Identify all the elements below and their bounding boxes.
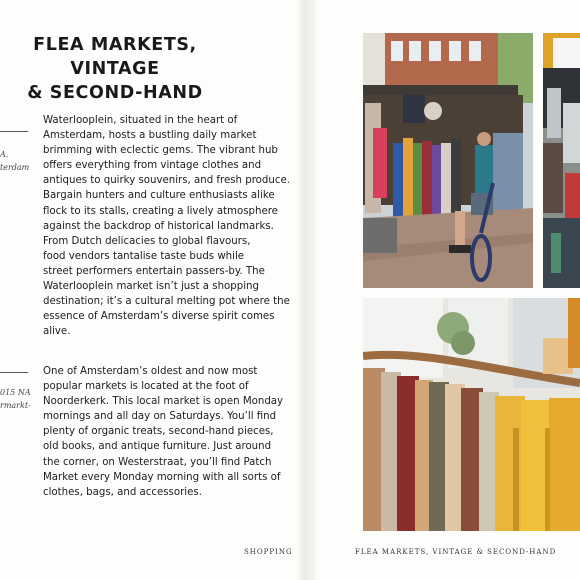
text-line: From Dutch delicacies to global flavours, xyxy=(43,235,251,247)
page-gutter xyxy=(296,0,316,580)
side-note-rule-top xyxy=(0,131,28,132)
text-line: Noorderkerk. This local market is open Monday xyxy=(43,396,284,408)
text-line: Waterlooplein, situated in the heart of xyxy=(43,115,238,126)
photo-caption-1: A. terdam xyxy=(0,150,30,172)
footer-section-label: SHOPPING xyxy=(244,548,293,556)
text-line: food vendors tantalise taste buds while xyxy=(43,250,245,262)
text-line: antiques to quirky souvenirs, and fresh produce. xyxy=(43,175,290,187)
text-line: essence of Amsterdam’s diverse spirit comes xyxy=(43,311,275,323)
text-line: Market every Monday morning with all sorts of xyxy=(43,471,281,483)
text-line: the corner, on Westerstraat, you’ll find Patch xyxy=(43,456,272,468)
text-line: against the backdrop of historical landmarks. xyxy=(43,220,274,232)
footer-chapter-label: FLEA MARKETS, VINTAGE & SECOND-HAND xyxy=(355,548,557,556)
text-line: popular markets is located at the foot of xyxy=(43,381,249,393)
text-line: destination; it’s a cultural melting pot where the xyxy=(43,296,290,308)
photo-caption-2: 015 NA rmarkt- xyxy=(0,388,31,410)
text-line: old books, and antique furniture. Just around xyxy=(43,441,272,453)
text-line: Waterlooplein market isn’t just a shopping xyxy=(43,281,259,293)
chapter-title-line-1: FLEA MARKETS, VINTAGE xyxy=(33,35,197,79)
body-paragraph-2 xyxy=(43,364,293,500)
text-line: Amsterdam, hosts a bustling daily market xyxy=(43,130,257,142)
vintage-clothes-rack-photo xyxy=(363,298,580,531)
chapter-title-line-2: & SECOND-HAND xyxy=(27,83,203,103)
text-line: flock to its stalls, creating a lively atmosphere xyxy=(43,205,278,217)
chapter-title xyxy=(0,33,230,105)
text-line: offers everything from vintage clothes and xyxy=(43,160,262,172)
text-line: street performers entertain passers-by. The xyxy=(43,265,265,277)
body-paragraph-1 xyxy=(43,113,293,339)
side-note-rule-bottom xyxy=(0,372,28,373)
text-line: One of Amsterdam’s oldest and now most xyxy=(43,366,258,377)
text-line: alive. xyxy=(43,326,71,338)
market-stall-photo xyxy=(363,33,533,288)
street-market-photo xyxy=(543,33,580,288)
text-line: clothes, bags, and accessories. xyxy=(43,486,202,498)
text-line: plenty of organic treats, second-hand pieces, xyxy=(43,426,274,438)
text-line: Bargain hunters and culture enthusiasts alike xyxy=(43,190,275,202)
text-line: brimming with eclectic gems. The vibrant hub xyxy=(43,145,278,157)
text-line: mornings and all day on Saturdays. You’ll find xyxy=(43,411,277,423)
